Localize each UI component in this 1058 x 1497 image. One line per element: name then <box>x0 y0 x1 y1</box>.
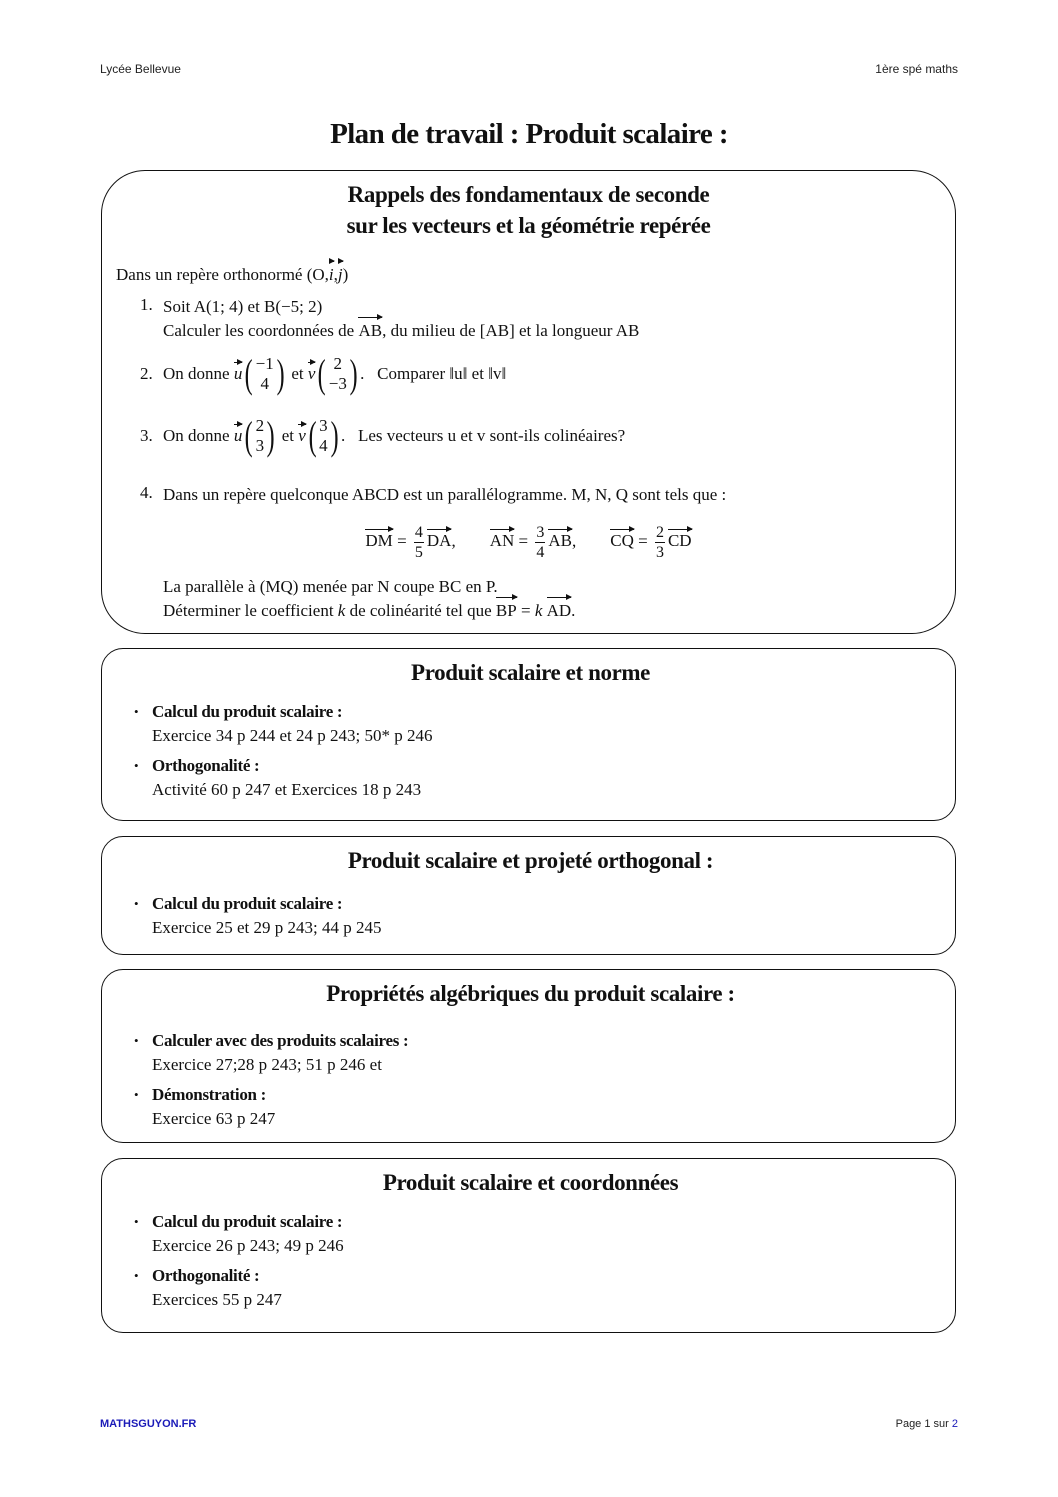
matrix-bottom: 4 <box>260 374 269 393</box>
equals-sign: = <box>516 601 535 620</box>
bullet-icon: • <box>134 704 139 719</box>
section-proprietes <box>101 969 956 1143</box>
q4-text-pre: Déterminer le coefficient <box>163 601 338 620</box>
bullet-icon: • <box>134 896 139 911</box>
footer-site-link[interactable]: MATHSGUYON.FR <box>100 1418 197 1430</box>
bullet-icon: • <box>134 1033 139 1048</box>
and-text: et <box>281 426 295 445</box>
and-text: et <box>291 364 304 383</box>
q1-text-pre: Calculer les coordonnées de <box>163 321 359 340</box>
question-4 <box>116 483 941 623</box>
vector-j: j <box>338 263 343 287</box>
question-3 <box>116 411 941 461</box>
q3-text-post: . Les vecteurs u et v sont-ils colinéaires? <box>340 426 626 445</box>
question-number: 4. <box>140 483 153 502</box>
vector-AN: AN <box>489 530 515 550</box>
section-title: Produit scalaire et norme <box>411 660 650 685</box>
question-number: 2. <box>140 364 153 383</box>
section-coordonnees <box>101 1158 956 1333</box>
equation-AN: AN = $\frac{3}{4}$ AB, <box>489 523 577 561</box>
item-list <box>120 892 941 940</box>
frac-num: 4 <box>414 523 423 541</box>
vector-AB: AB <box>358 319 382 343</box>
q3-text-pre: On donne <box>163 426 230 445</box>
frac-den: 4 <box>536 543 545 561</box>
vector-u: u <box>233 364 243 383</box>
bullet-icon: • <box>134 758 139 773</box>
question-4-line-2: La parallèle à (MQ) menée par N coupe BC en P. <box>163 577 498 596</box>
list-item <box>120 892 941 940</box>
footer-page-number <box>896 1418 958 1430</box>
header-school: Lycée Bellevue <box>100 62 181 76</box>
item-label: Calcul du produit scalaire : <box>152 702 343 721</box>
question-4-line-3 <box>163 599 941 623</box>
matrix-bottom: 4 <box>319 436 328 455</box>
question-1 <box>116 295 941 343</box>
frac-den: 5 <box>414 543 423 561</box>
item-text: Exercice 34 p 244 et 24 p 243; 50* p 246 <box>152 726 433 745</box>
frac-num: 2 <box>655 523 664 541</box>
page-title: Plan de travail : Produit scalaire : <box>330 118 728 150</box>
q2-text-post: . Comparer ‖u‖ et ‖v‖ <box>360 364 507 383</box>
equation-DM: DM = $\frac{4}{5}$ DA, <box>365 523 456 561</box>
vector-v: v <box>298 426 306 445</box>
section-projete <box>101 836 956 955</box>
vector-DA: DA <box>426 530 452 550</box>
item-label: Orthogonalité : <box>152 756 260 775</box>
question-1-line-1: Soit A(1; 4) et B(−5; 2) <box>163 297 323 316</box>
list-item <box>120 1083 941 1131</box>
matrix-top: 2 <box>333 354 343 373</box>
vector-v: v <box>307 364 316 383</box>
bullet-icon: • <box>134 1214 139 1229</box>
item-text: Exercice 26 p 243; 49 p 246 <box>152 1236 344 1255</box>
bullet-icon: • <box>134 1268 139 1283</box>
q4-text-mid: de colinéarité tel que <box>345 601 496 620</box>
coefficient-k: k <box>534 601 543 620</box>
item-text: Exercice 27;28 p 243; 51 p 246 et <box>152 1055 382 1074</box>
vector-CD: CD <box>667 530 692 550</box>
frac-den: 3 <box>655 543 664 561</box>
equation-CQ: CQ = $\frac{2}{3}$ CD <box>610 523 692 561</box>
item-text: Exercices 55 p 247 <box>152 1290 282 1309</box>
page-prefix: Page 1 sur <box>895 1418 952 1430</box>
intro-label: Dans un repère orthonormé (O, <box>116 265 329 284</box>
item-label: Calcul du produit scalaire : <box>152 894 343 913</box>
matrix-top: 3 <box>319 416 328 435</box>
matrix-top: 2 <box>255 416 265 435</box>
item-text: Exercice 63 p 247 <box>152 1109 276 1128</box>
section-rappels <box>101 170 956 634</box>
matrix-u: ( −1 4 ) <box>244 351 285 396</box>
question-1-line-2 <box>163 319 941 343</box>
matrix-bottom: −3 <box>328 374 347 393</box>
matrix-bottom: 3 <box>255 436 265 455</box>
vector-BP: BP <box>496 599 517 623</box>
question-number: 3. <box>140 426 153 445</box>
bullet-icon: • <box>134 1087 139 1102</box>
matrix-u: ( 2 3 ) <box>244 413 275 458</box>
list-item <box>120 1264 941 1312</box>
section-norme <box>101 648 956 821</box>
list-item <box>120 1029 941 1077</box>
question-4-line-1: Dans un repère quelconque ABCD est un parallélogramme. M, N, Q sont tels que : <box>163 485 727 504</box>
intro-text: Dans un repère orthonormé (O,i,j) <box>116 263 941 287</box>
page-total-link[interactable]: 2 <box>951 1418 958 1430</box>
vector-AB: AB <box>548 530 572 550</box>
frac-num: 3 <box>536 523 545 541</box>
item-list <box>120 1029 941 1131</box>
item-text: Activité 60 p 247 et Exercices 18 p 243 <box>152 780 422 799</box>
matrix-v: ( 3 4 ) <box>308 413 339 458</box>
header-level: 1ère spé maths <box>875 62 958 76</box>
section-title: Propriétés algébriques du produit scalaire : <box>326 981 735 1006</box>
matrix-v: ( 2 −3 ) <box>318 351 358 396</box>
list-item <box>120 754 941 802</box>
item-label: Orthogonalité : <box>152 1266 260 1285</box>
section-rappels-title <box>116 179 941 241</box>
coefficient-k: k <box>337 601 346 620</box>
list-item <box>120 700 941 748</box>
title-line-2: sur les vecteurs et la géométrie repérée <box>346 213 711 238</box>
vector-DM: DM <box>365 530 393 550</box>
title-line-1: Rappels des fondamentaux de seconde <box>347 182 710 207</box>
q1-text-post: , du milieu de [AB] et la longueur AB <box>382 321 640 340</box>
vector-CQ: CQ <box>610 530 634 550</box>
vector-AD: AD <box>547 599 572 623</box>
section-title: Produit scalaire et projeté orthogonal : <box>347 848 714 873</box>
item-text: Exercice 25 et 29 p 243; 44 p 245 <box>152 918 382 937</box>
item-list <box>120 1210 941 1312</box>
vector-u: u <box>233 426 243 445</box>
question-number: 1. <box>140 295 153 314</box>
item-label: Calculer avec des produits scalaires : <box>152 1031 409 1050</box>
period: . <box>571 601 576 620</box>
section-title: Produit scalaire et coordonnées <box>382 1170 679 1195</box>
list-item <box>120 1210 941 1258</box>
question-2 <box>116 349 941 399</box>
item-label: Démonstration : <box>152 1085 267 1104</box>
item-list <box>120 700 941 802</box>
equations <box>116 519 941 565</box>
item-label: Calcul du produit scalaire : <box>152 1212 343 1231</box>
q2-text-pre: On donne <box>163 364 230 383</box>
vector-i: i <box>329 263 334 287</box>
matrix-top: −1 <box>255 354 274 373</box>
